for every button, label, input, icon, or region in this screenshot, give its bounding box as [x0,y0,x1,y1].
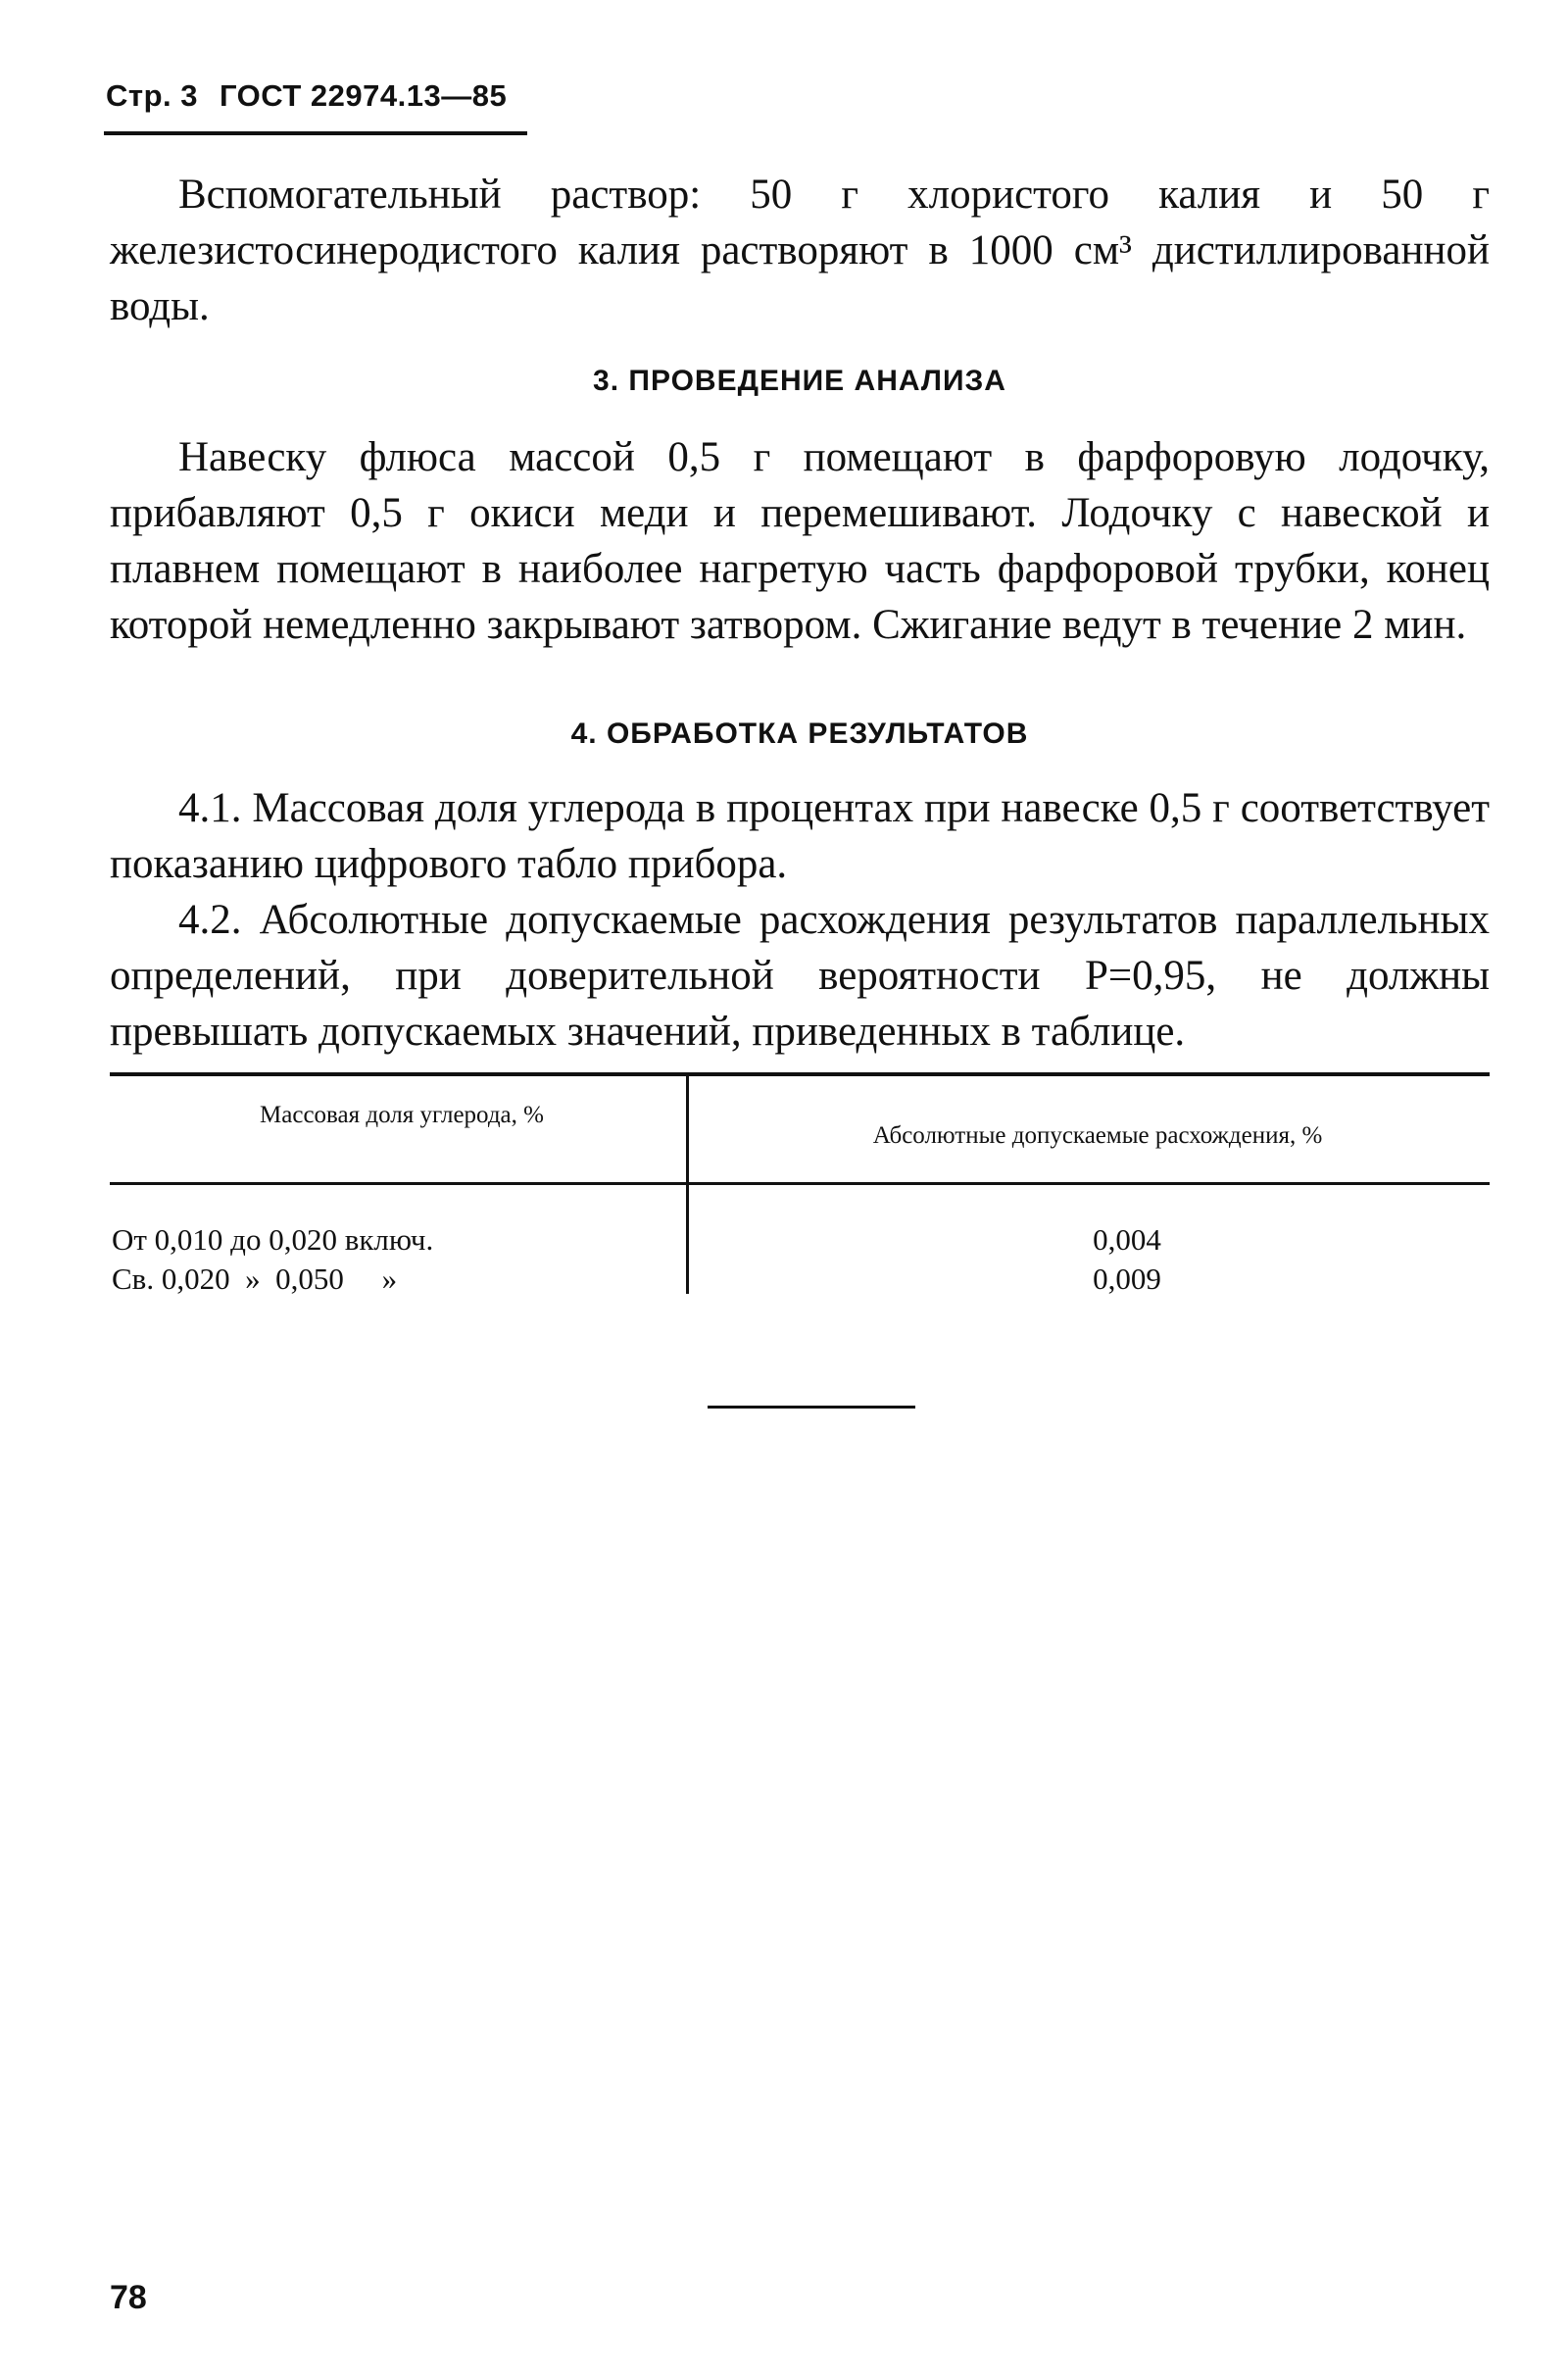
table-top-rule [110,1072,1490,1076]
standard-number: ГОСТ 22974.13—85 [219,78,508,113]
section-4-title: 4. ОБРАБОТКА РЕЗУЛЬТАТОВ [570,717,1029,750]
paragraph-4-2: 4.2. Абсолютные допускаемые расхождения результатов параллельных определений, при доверительной вероятности P=0,95, не должны превышать допускаемых значений, приведенных в таблице. [110,897,1490,1055]
header-underline [104,131,527,135]
table-row-2-value: 0,009 [1093,1262,1161,1296]
table-row-1-value: 0,004 [1093,1222,1161,1257]
page-label: Стр. 3 [106,78,198,113]
section-3-text: Навеску флюса массой 0,5 г помещают в фарфоровую лодочку, прибавляют 0,5 г окиси меди и перемешивают. Лодочку с навеской и плавнем помещают в наиболее нагретую часть фарфоровой трубки, конец которой немедленно закрывают затвором. Сжигание ведут в течение 2 мин. [110,434,1490,648]
table-row-1-range: От 0,010 до 0,020 включ. [112,1222,434,1257]
auxiliary-solution-text: Вспомогательный раствор: 50 г хлористого калия и 50 г железистосинеродистого калия растворяют в 1000 см³ дистиллированной воды. [110,172,1490,329]
page-number: 78 [110,2279,147,2316]
auxiliary-solution-paragraph [110,167,1490,334]
table-header-rule [110,1182,1490,1185]
section-4-body [110,780,1490,1060]
paragraph-4-1: 4.1. Массовая доля углерода в процентах при навеске 0,5 г соответствует показанию цифрового табло прибора. [110,785,1490,887]
table-row-2-range: Св. 0,020 » 0,050 » [112,1262,398,1296]
table-header-mass-fraction: Массовая доля углерода, % [260,1102,544,1128]
table-header-tolerance: Абсолютные допускаемые расхождения, % [872,1122,1323,1149]
section-3-title: 3. ПРОВЕДЕНИЕ АНАЛИЗА [593,365,1006,397]
table-column-divider [686,1076,689,1294]
end-of-text-rule [708,1406,915,1409]
section-3-body [110,429,1490,653]
table-range-column [112,1220,670,1299]
table-value-column [1029,1220,1225,1299]
page-header [106,78,507,114]
